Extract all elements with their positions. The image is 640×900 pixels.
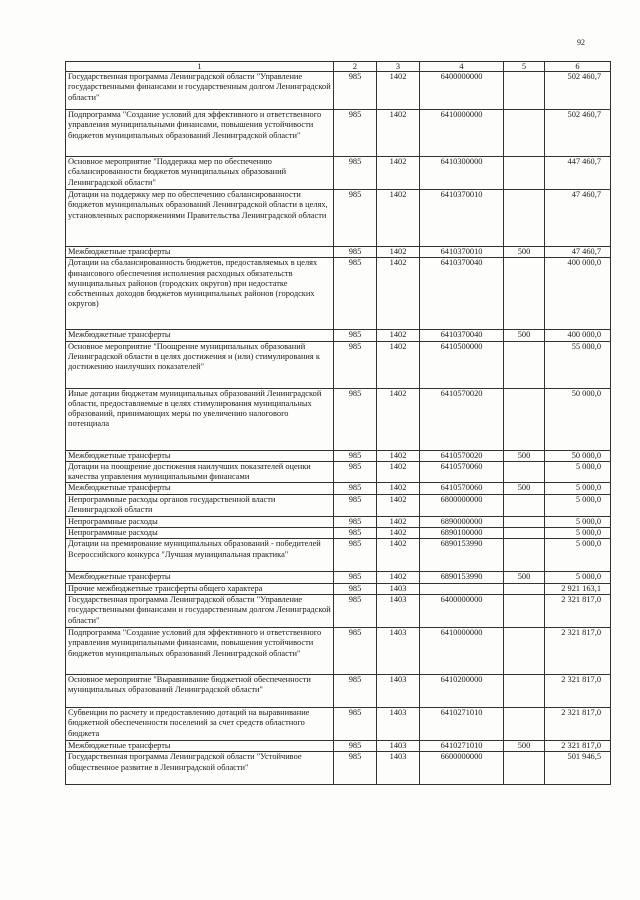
row-section-cell: 1402 xyxy=(377,341,420,388)
row-section-cell: 1402 xyxy=(377,539,420,572)
row-type-cell xyxy=(504,110,545,157)
row-code-cell: 985 xyxy=(334,110,377,157)
table-row xyxy=(66,157,611,190)
row-amount-cell: 400 000,0 xyxy=(545,258,611,330)
row-type-cell xyxy=(504,539,545,572)
table-row xyxy=(66,516,611,527)
table-row xyxy=(66,450,611,461)
row-name-cell: Прочие межбюджетные трансферты общего характера xyxy=(66,583,334,594)
row-amount-cell: 501 946,5 xyxy=(545,752,611,785)
row-name-cell: Дотации на поддержку мер по обеспечению сбалансированности бюджетов муниципальных образований Ленинградской области в целях, установленных распоряжениями Правительства Ленинградской области xyxy=(66,190,334,247)
row-amount-cell: 5 000,0 xyxy=(545,483,611,494)
row-target-cell: 6890153990 xyxy=(420,572,504,583)
row-code-cell: 985 xyxy=(334,330,377,341)
row-code-cell: 985 xyxy=(334,247,377,258)
row-section-cell: 1403 xyxy=(377,740,420,751)
table-row xyxy=(66,752,611,785)
row-section-cell: 1403 xyxy=(377,752,420,785)
row-amount-cell: 5 000,0 xyxy=(545,461,611,483)
row-target-cell: 6410570060 xyxy=(420,461,504,483)
row-type-cell xyxy=(504,190,545,247)
row-amount-cell: 400 000,0 xyxy=(545,330,611,341)
row-code-cell: 985 xyxy=(334,707,377,740)
row-section-cell: 1402 xyxy=(377,516,420,527)
row-code-cell: 985 xyxy=(334,516,377,527)
row-type-cell: 500 xyxy=(504,450,545,461)
table-row xyxy=(66,341,611,388)
row-name-cell: Межбюджетные трансферты xyxy=(66,330,334,341)
row-amount-cell: 5 000,0 xyxy=(545,572,611,583)
budget-table xyxy=(65,61,611,785)
row-type-cell: 500 xyxy=(504,247,545,258)
row-amount-cell: 5 000,0 xyxy=(545,494,611,516)
table-row xyxy=(66,388,611,450)
row-section-cell: 1403 xyxy=(377,594,420,627)
header-col-1: 1 xyxy=(66,62,334,72)
row-section-cell: 1402 xyxy=(377,247,420,258)
row-target-cell: 6400000000 xyxy=(420,594,504,627)
table-row xyxy=(66,740,611,751)
row-section-cell: 1402 xyxy=(377,461,420,483)
row-amount-cell: 50 000,0 xyxy=(545,388,611,450)
table-header-row xyxy=(66,62,611,72)
row-target-cell: 6410370010 xyxy=(420,247,504,258)
row-type-cell xyxy=(504,752,545,785)
row-target-cell: 6410200000 xyxy=(420,674,504,707)
table-row xyxy=(66,247,611,258)
table-row xyxy=(66,110,611,157)
row-name-cell: Субвенции по расчету и предоставлению дотаций на выравнивание бюджетной обеспеченности поселений за счет средств областного бюджета xyxy=(66,707,334,740)
table-row xyxy=(66,330,611,341)
row-target-cell: 6410271010 xyxy=(420,740,504,751)
row-name-cell: Государственная программа Ленинградской области "Управление государственными финансами и государственным долгом Ленинградской области" xyxy=(66,72,334,110)
row-code-cell: 985 xyxy=(334,450,377,461)
row-target-cell: 6410271010 xyxy=(420,707,504,740)
row-code-cell: 985 xyxy=(334,627,377,674)
row-name-cell: Межбюджетные трансферты xyxy=(66,247,334,258)
row-name-cell: Межбюджетные трансферты xyxy=(66,740,334,751)
row-section-cell: 1402 xyxy=(377,388,420,450)
row-name-cell: Непрограммные расходы xyxy=(66,516,334,527)
row-amount-cell: 47 460,7 xyxy=(545,190,611,247)
row-target-cell: 6410370010 xyxy=(420,190,504,247)
row-type-cell: 500 xyxy=(504,483,545,494)
row-name-cell: Дотации на премирование муниципальных образований - победителей Всероссийского конкурса "Лучшая муниципальная практика" xyxy=(66,539,334,572)
row-code-cell: 985 xyxy=(334,572,377,583)
header-col-4: 4 xyxy=(420,62,504,72)
row-code-cell: 985 xyxy=(334,483,377,494)
row-name-cell: Основное мероприятие "Поддержка мер по обеспечению сбалансированности бюджетов муниципальных образований Ленинградской области" xyxy=(66,157,334,190)
table-row xyxy=(66,583,611,594)
row-type-cell xyxy=(504,258,545,330)
row-name-cell: Государственная программа Ленинградской области "Управление государственными финансами и государственным долгом Ленинградской области" xyxy=(66,594,334,627)
row-name-cell: Государственная программа Ленинградской области "Устойчивое общественное развитие в Ленинградской области" xyxy=(66,752,334,785)
row-section-cell: 1402 xyxy=(377,494,420,516)
row-name-cell: Подпрограмма "Создание условий для эффективного и ответственного управления муниципальными финансами, повышения устойчивости бюджетов муниципальных образований Ленинградской области" xyxy=(66,110,334,157)
row-type-cell xyxy=(504,528,545,539)
row-name-cell: Непрограммные расходы органов государственной власти Ленинградской области xyxy=(66,494,334,516)
table-row xyxy=(66,572,611,583)
table-row xyxy=(66,707,611,740)
row-amount-cell: 2 321 817,0 xyxy=(545,707,611,740)
row-name-cell: Межбюджетные трансферты xyxy=(66,450,334,461)
row-target-cell: 6410000000 xyxy=(420,627,504,674)
row-target-cell: 6890000000 xyxy=(420,516,504,527)
row-section-cell: 1403 xyxy=(377,583,420,594)
row-code-cell: 985 xyxy=(334,594,377,627)
row-name-cell: Межбюджетные трансферты xyxy=(66,572,334,583)
table-row xyxy=(66,258,611,330)
table-body xyxy=(66,72,611,785)
row-target-cell: 6800000000 xyxy=(420,494,504,516)
row-type-cell: 500 xyxy=(504,572,545,583)
row-amount-cell: 2 321 817,0 xyxy=(545,594,611,627)
row-amount-cell: 5 000,0 xyxy=(545,539,611,572)
row-section-cell: 1403 xyxy=(377,627,420,674)
row-target-cell: 6890153990 xyxy=(420,539,504,572)
table-row xyxy=(66,627,611,674)
row-code-cell: 985 xyxy=(334,190,377,247)
row-target-cell: 6410300000 xyxy=(420,157,504,190)
row-target-cell: 6410370040 xyxy=(420,258,504,330)
row-type-cell xyxy=(504,157,545,190)
row-section-cell: 1402 xyxy=(377,72,420,110)
row-amount-cell: 2 921 163,1 xyxy=(545,583,611,594)
table-row xyxy=(66,461,611,483)
row-target-cell: 6400000000 xyxy=(420,72,504,110)
row-target-cell: 6600000000 xyxy=(420,752,504,785)
row-amount-cell: 47 460,7 xyxy=(545,247,611,258)
row-type-cell xyxy=(504,627,545,674)
row-code-cell: 985 xyxy=(334,494,377,516)
row-code-cell: 985 xyxy=(334,539,377,572)
row-section-cell: 1403 xyxy=(377,674,420,707)
header-col-5: 5 xyxy=(504,62,545,72)
row-code-cell: 985 xyxy=(334,157,377,190)
row-code-cell: 985 xyxy=(334,341,377,388)
row-name-cell: Основное мероприятие "Поощрение муниципальных образований Ленинградской области в целях достижения и (или) стимулирования к достижению наилучших показателей" xyxy=(66,341,334,388)
row-target-cell xyxy=(420,583,504,594)
row-amount-cell: 447 460,7 xyxy=(545,157,611,190)
header-col-6: 6 xyxy=(545,62,611,72)
row-amount-cell: 5 000,0 xyxy=(545,528,611,539)
table-row xyxy=(66,483,611,494)
row-type-cell xyxy=(504,494,545,516)
row-name-cell: Иные дотации бюджетам муниципальных образований Ленинградской области, предоставляемые в целях стимулирования муниципальных образований, принимающих меры по увеличению налогового потенциала xyxy=(66,388,334,450)
row-section-cell: 1402 xyxy=(377,157,420,190)
row-type-cell xyxy=(504,516,545,527)
row-target-cell: 6410570060 xyxy=(420,483,504,494)
row-code-cell: 985 xyxy=(334,752,377,785)
row-type-cell xyxy=(504,594,545,627)
row-type-cell xyxy=(504,707,545,740)
row-type-cell xyxy=(504,72,545,110)
row-type-cell: 500 xyxy=(504,740,545,751)
row-amount-cell: 50 000,0 xyxy=(545,450,611,461)
row-code-cell: 985 xyxy=(334,72,377,110)
row-amount-cell: 2 321 817,0 xyxy=(545,627,611,674)
row-type-cell xyxy=(504,461,545,483)
table-row xyxy=(66,594,611,627)
row-amount-cell: 502 460,7 xyxy=(545,110,611,157)
row-name-cell: Подпрограмма "Создание условий для эффективного и ответственного управления муниципальными финансами, повышения устойчивости бюджетов муниципальных образований Ленинградской области" xyxy=(66,627,334,674)
row-code-cell: 985 xyxy=(334,740,377,751)
row-section-cell: 1403 xyxy=(377,707,420,740)
row-amount-cell: 55 000,0 xyxy=(545,341,611,388)
table-row xyxy=(66,494,611,516)
row-type-cell xyxy=(504,388,545,450)
row-target-cell: 6890100000 xyxy=(420,528,504,539)
row-code-cell: 985 xyxy=(334,528,377,539)
row-section-cell: 1402 xyxy=(377,450,420,461)
table-row xyxy=(66,72,611,110)
row-section-cell: 1402 xyxy=(377,258,420,330)
row-amount-cell: 2 321 817,0 xyxy=(545,740,611,751)
row-target-cell: 6410000000 xyxy=(420,110,504,157)
page-number: 92 xyxy=(577,38,585,47)
row-section-cell: 1402 xyxy=(377,528,420,539)
row-type-cell: 500 xyxy=(504,330,545,341)
row-type-cell xyxy=(504,674,545,707)
row-code-cell: 985 xyxy=(334,674,377,707)
table-row xyxy=(66,674,611,707)
row-section-cell: 1402 xyxy=(377,190,420,247)
row-section-cell: 1402 xyxy=(377,572,420,583)
row-section-cell: 1402 xyxy=(377,330,420,341)
row-target-cell: 6410570020 xyxy=(420,388,504,450)
header-col-3: 3 xyxy=(377,62,420,72)
row-target-cell: 6410570020 xyxy=(420,450,504,461)
row-amount-cell: 2 321 817,0 xyxy=(545,674,611,707)
row-name-cell: Дотации на сбалансированность бюджетов, предоставляемых в целях финансового обеспечения исполнения расходных обязательств муниципальных районов (городских округов) при недостатке собственных доходов бюджетов муниципальных районов (городских округов) xyxy=(66,258,334,330)
table-row xyxy=(66,528,611,539)
row-section-cell: 1402 xyxy=(377,483,420,494)
row-code-cell: 985 xyxy=(334,461,377,483)
row-target-cell: 6410500000 xyxy=(420,341,504,388)
table-row xyxy=(66,190,611,247)
row-name-cell: Основное мероприятие "Выравнивание бюджетной обеспеченности муниципальных образований Ленинградской области" xyxy=(66,674,334,707)
header-col-2: 2 xyxy=(334,62,377,72)
row-type-cell xyxy=(504,341,545,388)
row-code-cell: 985 xyxy=(334,388,377,450)
row-amount-cell: 5 000,0 xyxy=(545,516,611,527)
row-amount-cell: 502 460,7 xyxy=(545,72,611,110)
table-row xyxy=(66,539,611,572)
row-name-cell: Непрограммные расходы xyxy=(66,528,334,539)
row-section-cell: 1402 xyxy=(377,110,420,157)
row-target-cell: 6410370040 xyxy=(420,330,504,341)
row-code-cell: 985 xyxy=(334,583,377,594)
row-type-cell xyxy=(504,583,545,594)
row-code-cell: 985 xyxy=(334,258,377,330)
row-name-cell: Дотации на поощрение достижения наилучших показателей оценки качества управления муниципальными финансами xyxy=(66,461,334,483)
row-name-cell: Межбюджетные трансферты xyxy=(66,483,334,494)
